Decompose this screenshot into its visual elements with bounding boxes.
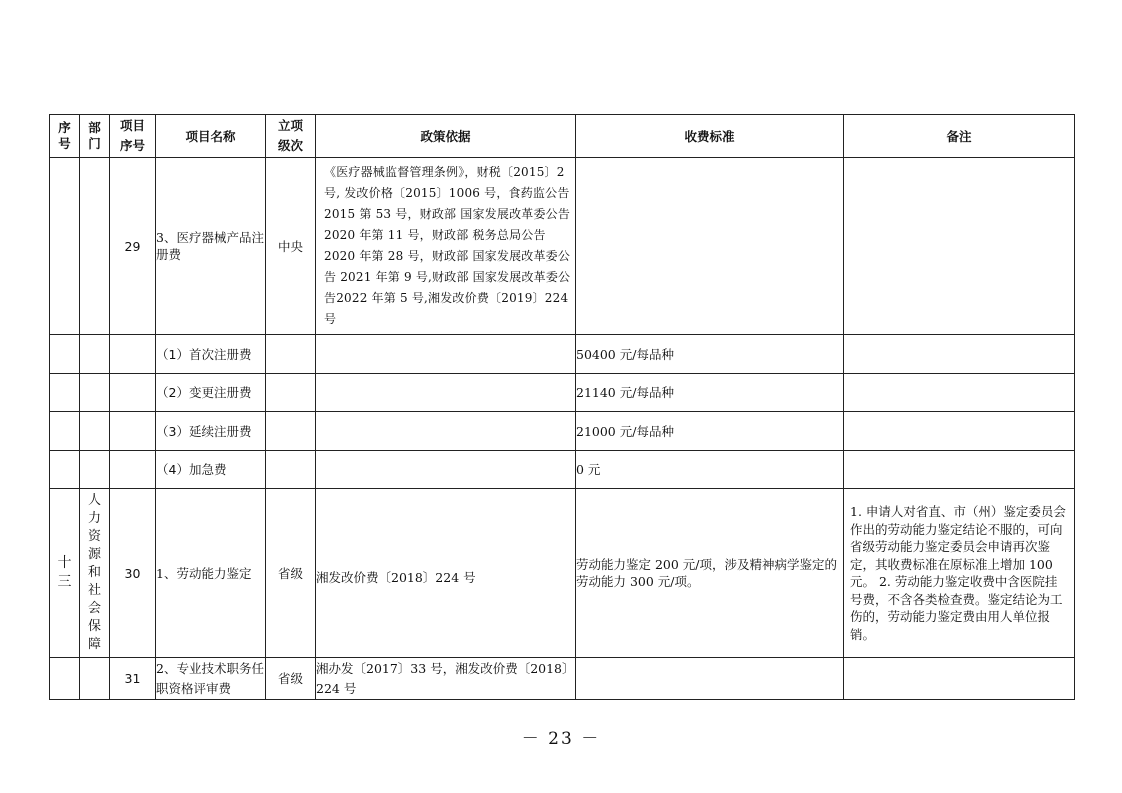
sub1-fee: 50400 元/每品种 bbox=[576, 335, 844, 374]
sub4-policy bbox=[316, 451, 576, 489]
row31-remarks bbox=[844, 658, 1075, 700]
sub3-policy bbox=[316, 412, 576, 451]
row30-remarks: 1. 申请人对省直、市（州）鉴定委员会作出的劳动能力鉴定结论不服的，可向省级劳动能力鉴定委员会申请再次鉴定，其收费标准在原标准上增加 100 元。 2. 劳动能力鉴定收费中含医院挂号费，不含各类检查费。鉴定结论为工伤的，劳动能力鉴定费由用人单位报销。 bbox=[844, 489, 1075, 658]
sub3-item-name: （3）延续注册费 bbox=[156, 412, 266, 451]
row31-seq bbox=[50, 658, 80, 700]
header-level: 立项级次 bbox=[266, 115, 316, 158]
table-row bbox=[50, 335, 1075, 374]
sub3-remarks bbox=[844, 412, 1075, 451]
row31-fee bbox=[576, 658, 844, 700]
sub4-fee: 0 元 bbox=[576, 451, 844, 489]
sub4-seq bbox=[50, 451, 80, 489]
row30-item-name: 1、劳动能力鉴定 bbox=[156, 489, 266, 658]
table-row bbox=[50, 489, 1075, 658]
row31-dept bbox=[80, 658, 110, 700]
row29-item-seq: 29 bbox=[110, 158, 156, 335]
header-dept: 部门 bbox=[80, 115, 110, 158]
row29-remarks bbox=[844, 158, 1075, 335]
sub1-level bbox=[266, 335, 316, 374]
header-remarks: 备注 bbox=[844, 115, 1075, 158]
sub1-remarks bbox=[844, 335, 1075, 374]
sub4-item-name: （4）加急费 bbox=[156, 451, 266, 489]
table-row bbox=[50, 412, 1075, 451]
row30-policy: 湘发改价费〔2018〕224 号 bbox=[316, 489, 576, 658]
sub4-remarks bbox=[844, 451, 1075, 489]
header-seq: 序号 bbox=[50, 115, 80, 158]
sub2-dept bbox=[80, 374, 110, 412]
row31-item-name: 2、专业技术职务任职资格评审费 bbox=[156, 658, 266, 700]
sub2-item-seq bbox=[110, 374, 156, 412]
sub2-seq bbox=[50, 374, 80, 412]
row30-fee: 劳动能力鉴定 200 元/项，涉及精神病学鉴定的劳动能力 300 元/项。 bbox=[576, 489, 844, 658]
sub2-remarks bbox=[844, 374, 1075, 412]
sub4-dept bbox=[80, 451, 110, 489]
row29-seq bbox=[50, 158, 80, 335]
row29-fee bbox=[576, 158, 844, 335]
row29-level: 中央 bbox=[266, 158, 316, 335]
sub1-seq bbox=[50, 335, 80, 374]
row30-item-seq: 30 bbox=[110, 489, 156, 658]
row29-item-name: 3、医疗器械产品注册费 bbox=[156, 158, 266, 335]
row30-level: 省级 bbox=[266, 489, 316, 658]
header-item-seq: 项目序号 bbox=[110, 115, 156, 158]
sub2-fee: 21140 元/每品种 bbox=[576, 374, 844, 412]
table-row bbox=[50, 451, 1075, 489]
row29-policy: 《医疗器械监督管理条例》，财税〔2015〕2 号, 发改价格〔2015〕1006 号，食药监公告 2015 第 53 号，财政部 国家发展改革委公告 2020 年第 11 号，财政部 税务总局公告 2020 年第 28 号，财政部 国家发展改革委公告 2021 年第 9 号,财政部 国家发展改革委公告2022 年第 5 号,湘发改价费〔2019〕224 号 bbox=[316, 158, 576, 335]
header-policy: 政策依据 bbox=[316, 115, 576, 158]
row31-policy: 湘办发〔2017〕33 号，湘发改价费〔2018〕224 号 bbox=[316, 658, 576, 700]
sub3-seq bbox=[50, 412, 80, 451]
sub3-fee: 21000 元/每品种 bbox=[576, 412, 844, 451]
sub1-dept bbox=[80, 335, 110, 374]
sub4-level bbox=[266, 451, 316, 489]
row29-dept bbox=[80, 158, 110, 335]
header-item-name: 项目名称 bbox=[156, 115, 266, 158]
sub1-policy bbox=[316, 335, 576, 374]
sub3-level bbox=[266, 412, 316, 451]
row31-item-seq: 31 bbox=[110, 658, 156, 700]
page-number: － 23 － bbox=[521, 729, 601, 749]
table-row bbox=[50, 374, 1075, 412]
row30-dept: 人力资源和社会保障 bbox=[80, 489, 110, 658]
fee-table bbox=[49, 114, 1075, 700]
table-header-row bbox=[50, 115, 1075, 158]
table-row bbox=[50, 158, 1075, 335]
sub3-dept bbox=[80, 412, 110, 451]
sub1-item-seq bbox=[110, 335, 156, 374]
header-fee-standard: 收费标准 bbox=[576, 115, 844, 158]
table-row bbox=[50, 658, 1075, 700]
sub2-policy bbox=[316, 374, 576, 412]
sub4-item-seq bbox=[110, 451, 156, 489]
row31-level: 省级 bbox=[266, 658, 316, 700]
sub1-item-name: （1）首次注册费 bbox=[156, 335, 266, 374]
row30-seq: 十三 bbox=[50, 489, 80, 658]
sub2-item-name: （2）变更注册费 bbox=[156, 374, 266, 412]
sub3-item-seq bbox=[110, 412, 156, 451]
sub2-level bbox=[266, 374, 316, 412]
